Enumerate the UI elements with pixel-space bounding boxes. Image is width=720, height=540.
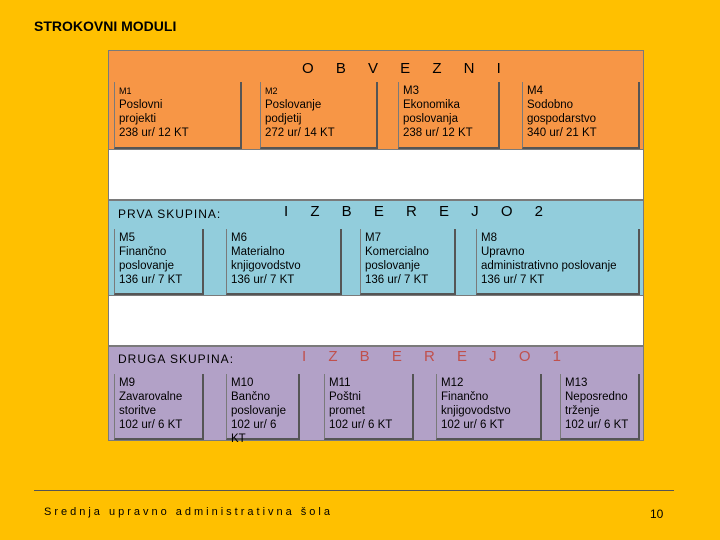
module-line: Poslovni — [119, 99, 163, 111]
module-line: 136 ur/ 7 KT — [231, 274, 295, 286]
module-code: M6 — [231, 232, 247, 244]
module-line: podjetij — [265, 113, 302, 125]
module-m7[interactable] — [360, 229, 456, 295]
module-m6[interactable] — [226, 229, 342, 295]
module-m8[interactable] — [476, 229, 640, 295]
module-code: M13 — [565, 377, 588, 389]
module-m9[interactable] — [114, 374, 204, 440]
module-code: M2 — [265, 86, 278, 96]
footer-divider — [34, 490, 674, 491]
module-line: Poštni — [329, 391, 361, 403]
module-line: 102 ur/ 6 KT — [231, 419, 277, 445]
module-line: poslovanje — [119, 260, 174, 272]
module-code: M1 — [119, 86, 132, 96]
module-code: M5 — [119, 232, 135, 244]
module-line: 102 ur/ 6 KT — [329, 419, 393, 431]
module-m11[interactable] — [324, 374, 414, 440]
module-code: M7 — [365, 232, 381, 244]
module-line: 340 ur/ 21 KT — [527, 127, 597, 139]
module-line: 136 ur/ 7 KT — [365, 274, 429, 286]
module-line: Bančno — [231, 391, 271, 403]
module-line: 102 ur/ 6 KT — [441, 419, 505, 431]
module-m5[interactable] — [114, 229, 204, 295]
module-line: Komercialno — [365, 246, 429, 258]
module-line: Neposredno — [565, 391, 628, 403]
module-line: Materialno — [231, 246, 285, 258]
module-code: M10 — [231, 377, 254, 389]
module-line: Ekonomika — [403, 99, 460, 111]
module-code: M4 — [527, 85, 543, 97]
module-line: promet — [329, 405, 365, 417]
module-line: Finančno — [441, 391, 489, 403]
module-m13[interactable] — [560, 374, 640, 440]
module-line: Zavarovalne — [119, 391, 183, 403]
module-m12[interactable] — [436, 374, 542, 440]
obvezni-heading: O B V E Z N I — [302, 60, 510, 77]
module-m4[interactable] — [522, 82, 640, 149]
module-line: Sodobno — [527, 99, 574, 111]
module-line: 102 ur/ 6 KT — [119, 419, 183, 431]
module-line: 272 ur/ 14 KT — [265, 127, 335, 139]
module-code: M12 — [441, 377, 464, 389]
module-line: 136 ur/ 7 KT — [481, 274, 545, 286]
module-line: 238 ur/ 12 KT — [403, 127, 473, 139]
module-line: 102 ur/ 6 KT — [565, 419, 629, 431]
module-line: Upravno — [481, 246, 525, 258]
module-code: M3 — [403, 85, 419, 97]
module-code: M11 — [329, 377, 351, 389]
module-line: knjigovodstvo — [231, 260, 301, 272]
druga-skupina-label: DRUGA SKUPINA: — [118, 352, 235, 366]
module-line: 136 ur/ 7 KT — [119, 274, 183, 286]
spacer-band-2 — [108, 296, 644, 346]
prva-skupina-label: PRVA SKUPINA: — [118, 207, 222, 221]
footer-school-name: Srednja upravno administrativna šola — [44, 506, 333, 518]
module-line: administrativno poslovanje — [481, 260, 617, 272]
module-line: Poslovanje — [265, 99, 322, 111]
spacer-band-1 — [108, 150, 644, 200]
module-line: trženje — [565, 405, 600, 417]
module-m3[interactable] — [398, 82, 500, 149]
module-line: knjigovodstvo — [441, 405, 511, 417]
module-line: storitve — [119, 405, 157, 417]
module-line: poslovanja — [403, 113, 458, 125]
module-line: poslovanje — [231, 405, 286, 417]
slide-title: STROKOVNI MODULI — [34, 18, 177, 34]
module-line: gospodarstvo — [527, 113, 597, 125]
module-line: 238 ur/ 12 KT — [119, 127, 189, 139]
module-m1[interactable] — [114, 82, 242, 149]
module-line: Finančno — [119, 246, 167, 258]
druga-izberejo-heading: I Z B E R E J O 1 — [302, 348, 571, 365]
module-m10[interactable] — [226, 374, 300, 445]
prva-izberejo-heading: I Z B E R E J O 2 — [284, 203, 553, 220]
module-line: projekti — [119, 113, 157, 125]
page-number: 10 — [650, 507, 664, 521]
module-line: poslovanje — [365, 260, 420, 272]
module-code: M8 — [481, 232, 497, 244]
module-m2[interactable] — [260, 82, 378, 149]
module-code: M9 — [119, 377, 135, 389]
